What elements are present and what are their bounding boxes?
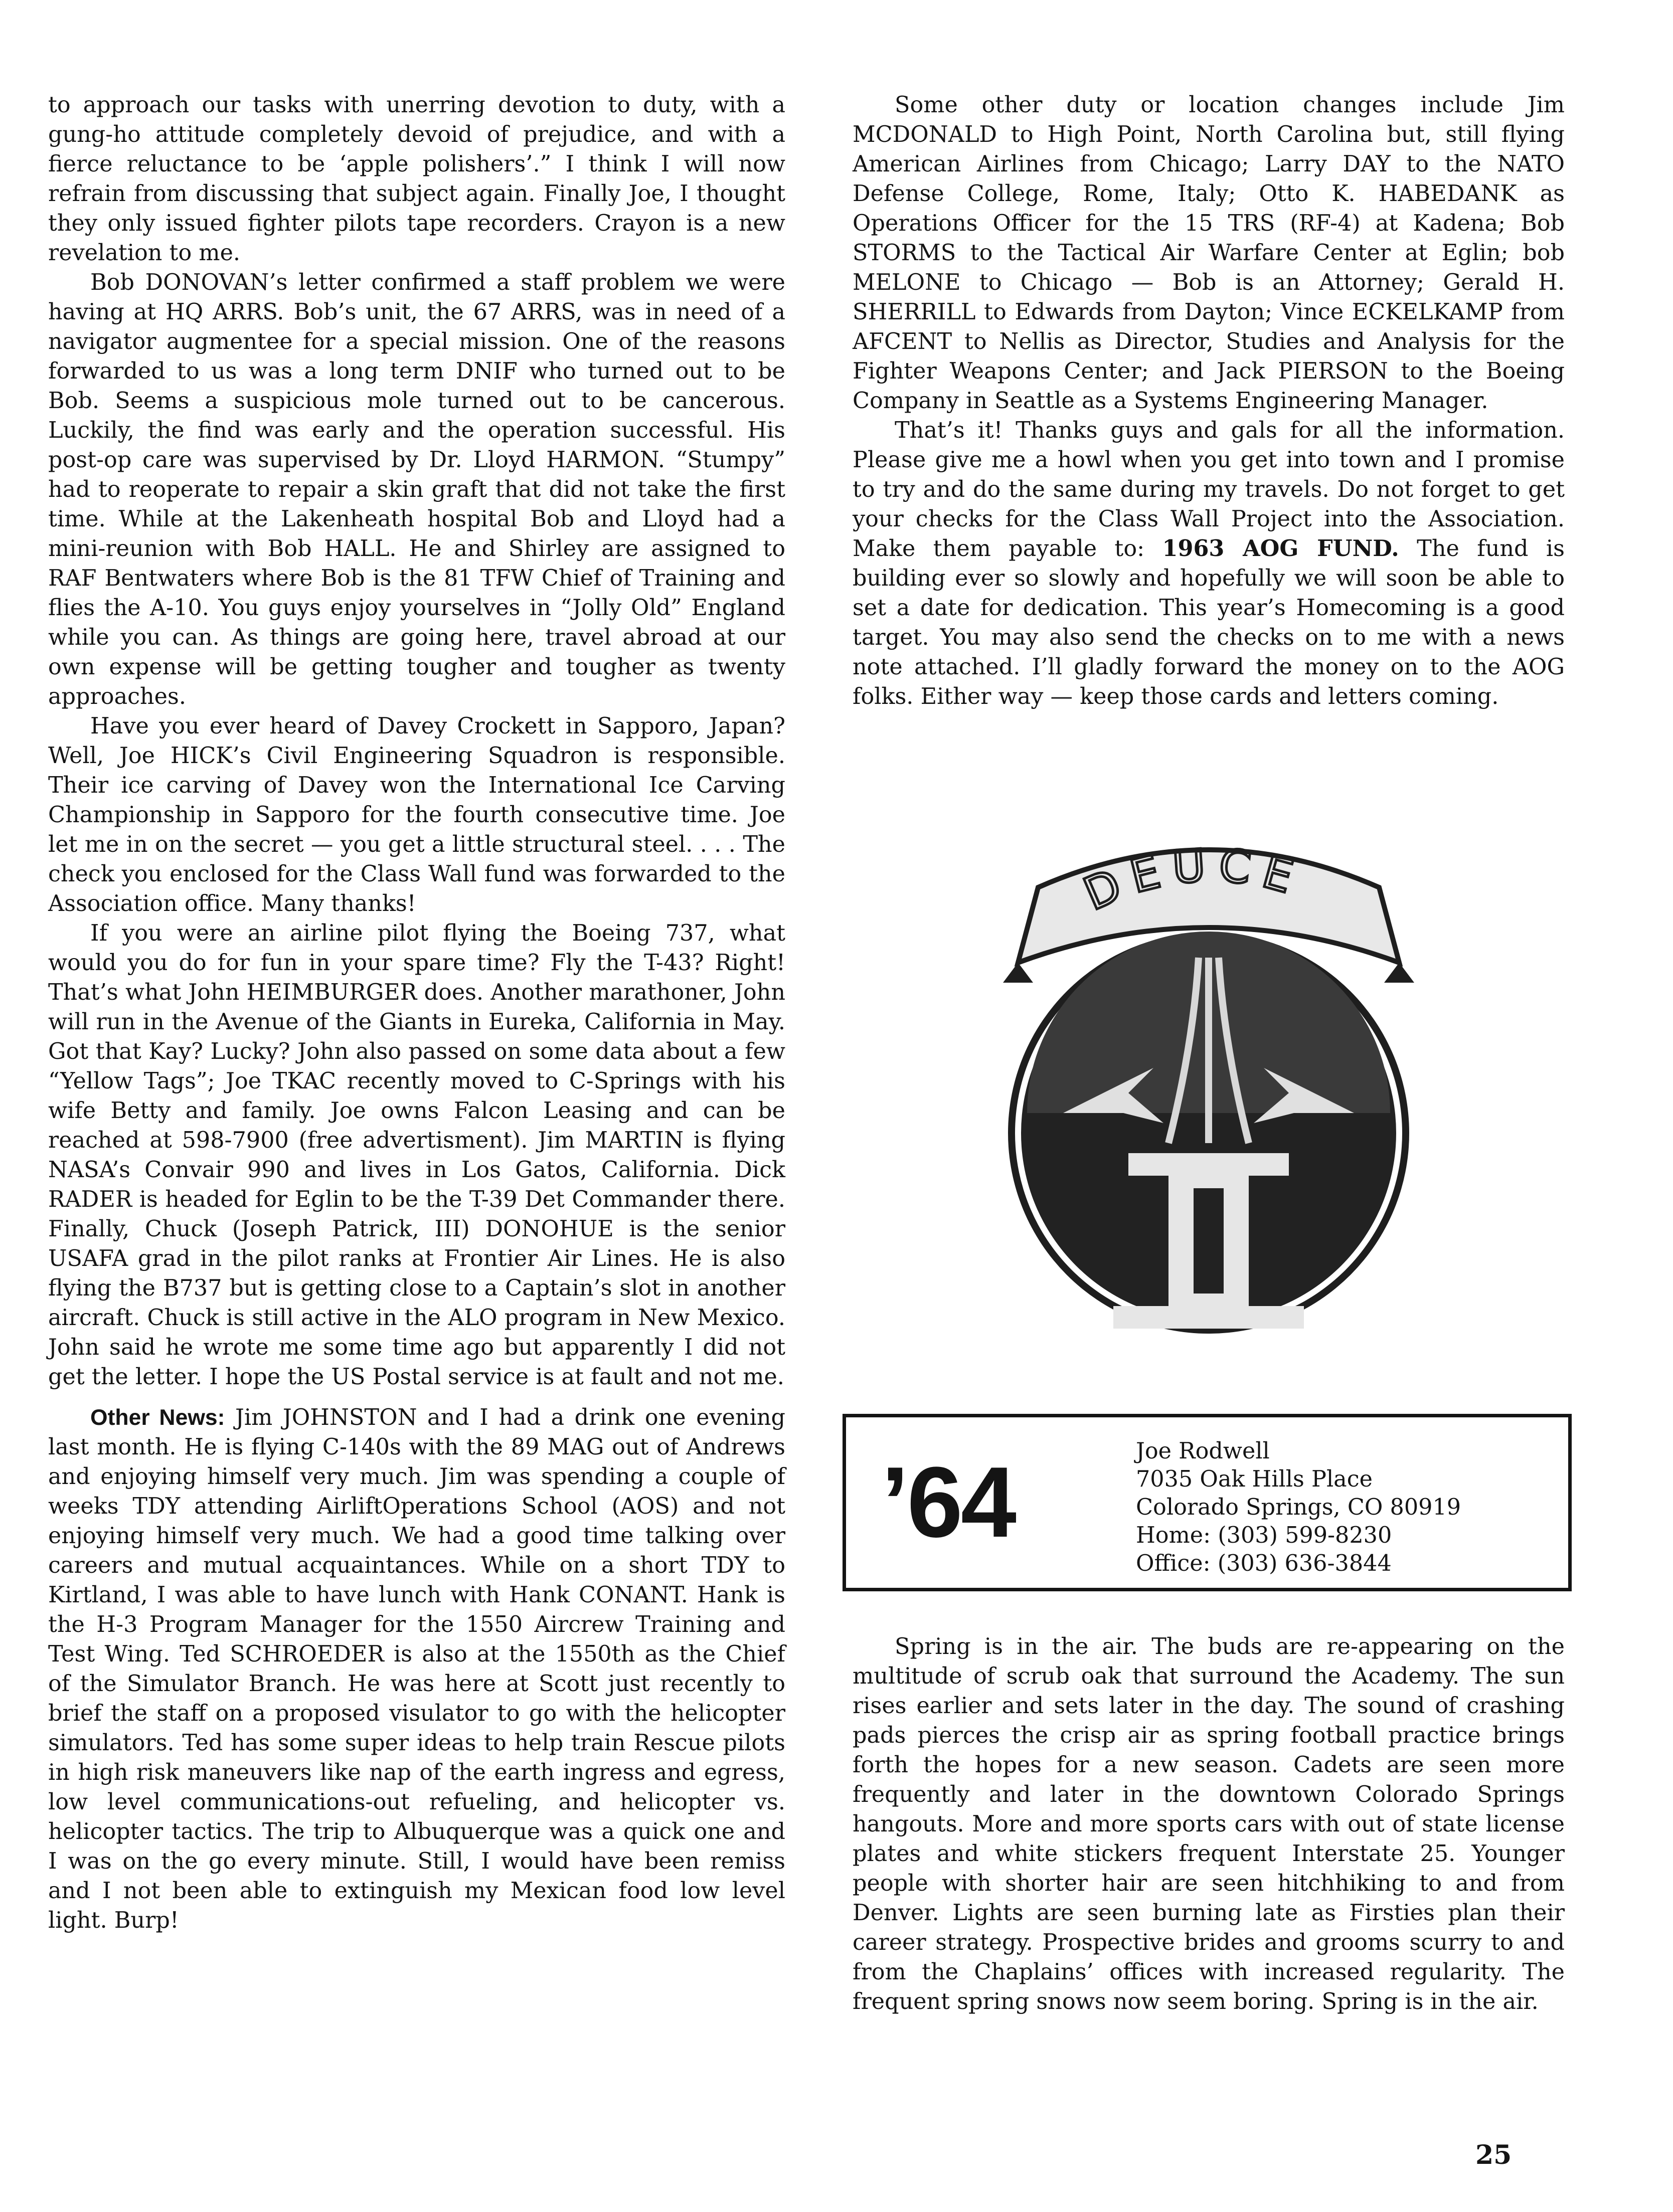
paragraph	[853, 416, 1565, 711]
correspondent-office-phone: Office: (303) 636-3844	[1136, 1551, 1392, 1576]
paragraph-text: That’s it! Thanks guys and gals for all the information. Please give me a howl when you get into town and I promise to try and do the same during my travels. Do not forget to get your checks for the Class Wall Project into the Association. Make them payable to:	[853, 418, 1565, 562]
paragraph: Have you ever heard of Davey Crockett in Sapporo, Japan? Well, Joe HICK’s Civil Engineering Squadron is responsible. Their ice carving of Davey won the International Ice Carving Championship in Sapporo for the fourth consecutive time. Joe let me in on the secret — you get a little structural steel. . . . The check you enclosed for the Class Wall fund was forwarded to the Association office. Many thanks!	[48, 713, 785, 916]
paragraph: If you were an airline pilot flying the Boeing 737, what would you do for fun in your spare time? Fly the T-43? Right! That’s what John HEIMBURGER does. Another marathoner, John will run in the Avenue of the Giants in Eureka, California in May. Got that Kay? Lucky? John also passed on some data about a few “Yellow Tags”; Joe TKAC recently moved to C-Springs with his wife Betty and family. Joe owns Falcon Leasing and can be reached at 598-7900 (free advertisment). Jim MARTIN is flying NASA’s Convair 990 and lives in Los Gatos, California. Dick RADER is headed for Eglin to be the T-39 Det Commander there. Finally, Chuck (Joseph Patrick, III) DONOHUE is the senior USAFA grad in the pilot ranks at Frontier Air Lines. He is also flying the B737 but is getting close to a Captain’s slot in another aircraft. Chuck is still active in the ALO program in New Mexico. John said he wrote me some time ago but apparently I did not get the letter. I hope the US Postal service is at fault and not me.	[48, 920, 785, 1390]
correspondent-address-line2: Colorado Springs, CO 80919	[1136, 1495, 1461, 1520]
left-column	[48, 90, 785, 1935]
banner-text: DEUCE	[1076, 838, 1309, 921]
other-news-heading: Other News:	[90, 1405, 225, 1430]
page-number: 25	[1475, 2140, 1512, 2170]
paragraph-other-news	[48, 1403, 785, 1935]
correspondent-contact	[1136, 1437, 1461, 1578]
paragraph: to approach our tasks with unerring devotion to duty, with a gung-ho attitude completely devoid of prejudice, and with a fierce reluctance to be ‘apple polishers’.” I think I will now refrain from discussing that subject again. Finally Joe, I thought they only issued fighter pilots tape recorders. Crayon is a new revelation to me.	[48, 92, 785, 266]
deuce-emblem-image	[1003, 832, 1414, 1354]
class-year: ’64	[881, 1446, 1015, 1558]
paragraph: Spring is in the air. The buds are re-appearing on the multitude of scrub oak that surround the Academy. The sun rises earlier and sets later in the day. The sound of crashing pads pierces the crisp air as spring football practice brings forth the hopes for a new season. Cadets are seen more frequently and later in the downtown Colorado Springs hangouts. More and more sports cars with out of state license plates and white stickers frequent Interstate 25. Younger people with shorter hair are seen hitchhiking to and from Denver. Lights are seen burning late as Firsties plan their career strategy. Prospective brides and grooms scurry to and from the Chaplains’ offices with increased regularity. The frequent spring snows now seem boring. Spring is in the air.	[853, 1634, 1565, 2014]
emblem-numeral: II	[1208, 1348, 1209, 1349]
paragraph: Bob DONOVAN’s letter confirmed a staff problem we were having at HQ ARRS. Bob’s unit, the 67 ARRS, was in need of a navigator augmentee for a special mission. One of the reasons forwarded to us was a long term DNIF who turned out to be Bob. Seems a suspicious mole turned out to be cancerous. Luckily, the find was early and the operation successful. His post-op care was supervised by Dr. Lloyd HARMON. “Stumpy” had to reoperate to repair a skin graft that did not take the first time. While at the Lakenheath hospital Bob and Lloyd had a mini-reunion with Bob HALL. He and Shirley are assigned to RAF Bentwaters where Bob is the 81 TFW Chief of Training and flies the A-10. You guys enjoy yourselves in “Jolly Old” England while you can. As things are going here, travel abroad at our own expense will be getting tougher and tougher as twenty approaches.	[48, 270, 785, 709]
paragraph-text: The fund is building ever so slowly and hopefully we will soon be able to set a date for dedication. This year’s Homecoming is a good target. You may also send the checks on to me with a news note attached. I’ll gladly forward the money on to the AOG folks. Either way — keep those cards and letters coming.	[853, 536, 1565, 709]
correspondent-home-phone: Home: (303) 599-8230	[1136, 1523, 1392, 1548]
fund-name: 1963 AOG FUND.	[1162, 535, 1399, 562]
correspondent-name: Joe Rodwell	[1136, 1438, 1270, 1464]
right-column	[853, 90, 1565, 711]
other-news-text: Jim JOHNSTON and I had a drink one evening last month. He is flying C-140s with the 89 MAG out of Andrews and enjoying himself very much. Jim was spending a couple of weeks TDY attending AirliftOperations School (AOS) and not enjoying himself very much. We had a good time talking over careers and mutual acquaintances. While on a short TDY to Kirtland, I was able to have lunch with Hank CONANT. Hank is the H-3 Program Manager for the 1550 Aircrew Training and Test Wing. Ted SCHROEDER is also at the 1550th as the Chief of the Simulator Branch. He was here at Scott just recently to brief the staff on a proposed visulator to go with the helicopter simulators. Ted has some super ideas to help train Rescue pilots in high risk maneuvers like nap of the earth ingress and egress, low level communications-out refueling, and helicopter vs. helicopter tactics. The trip to Albuquerque was a quick one and I was on the go every minute. Still, I would have been remiss and I not been able to extinguish my Mexican food low level light. Burp!	[48, 1405, 785, 1933]
class-64-header-box	[843, 1414, 1572, 1591]
correspondent-address-line1: 7035 Oak Hills Place	[1136, 1466, 1373, 1492]
paragraph: Some other duty or location changes include Jim MCDONALD to High Point, North Carolina but, still flying American Airlines from Chicago; Larry DAY to the NATO Defense College, Rome, Italy; Otto K. HABEDANK as Operations Officer for the 15 TRS (RF-4) at Kadena; Bob STORMS to the Tactical Air Warfare Center at Eglin; bob MELONE to Chicago — Bob is an Attorney; Gerald H. SHERRILL to Edwards from Dayton; Vince ECKELKAMP from AFCENT to Nellis as Director, Studies and Analysis for the Fighter Weapons Center; and Jack PIERSON to the Boeing Company in Seattle as a Systems Engineering Manager.	[853, 92, 1565, 414]
class-64-column	[853, 1632, 1565, 2016]
